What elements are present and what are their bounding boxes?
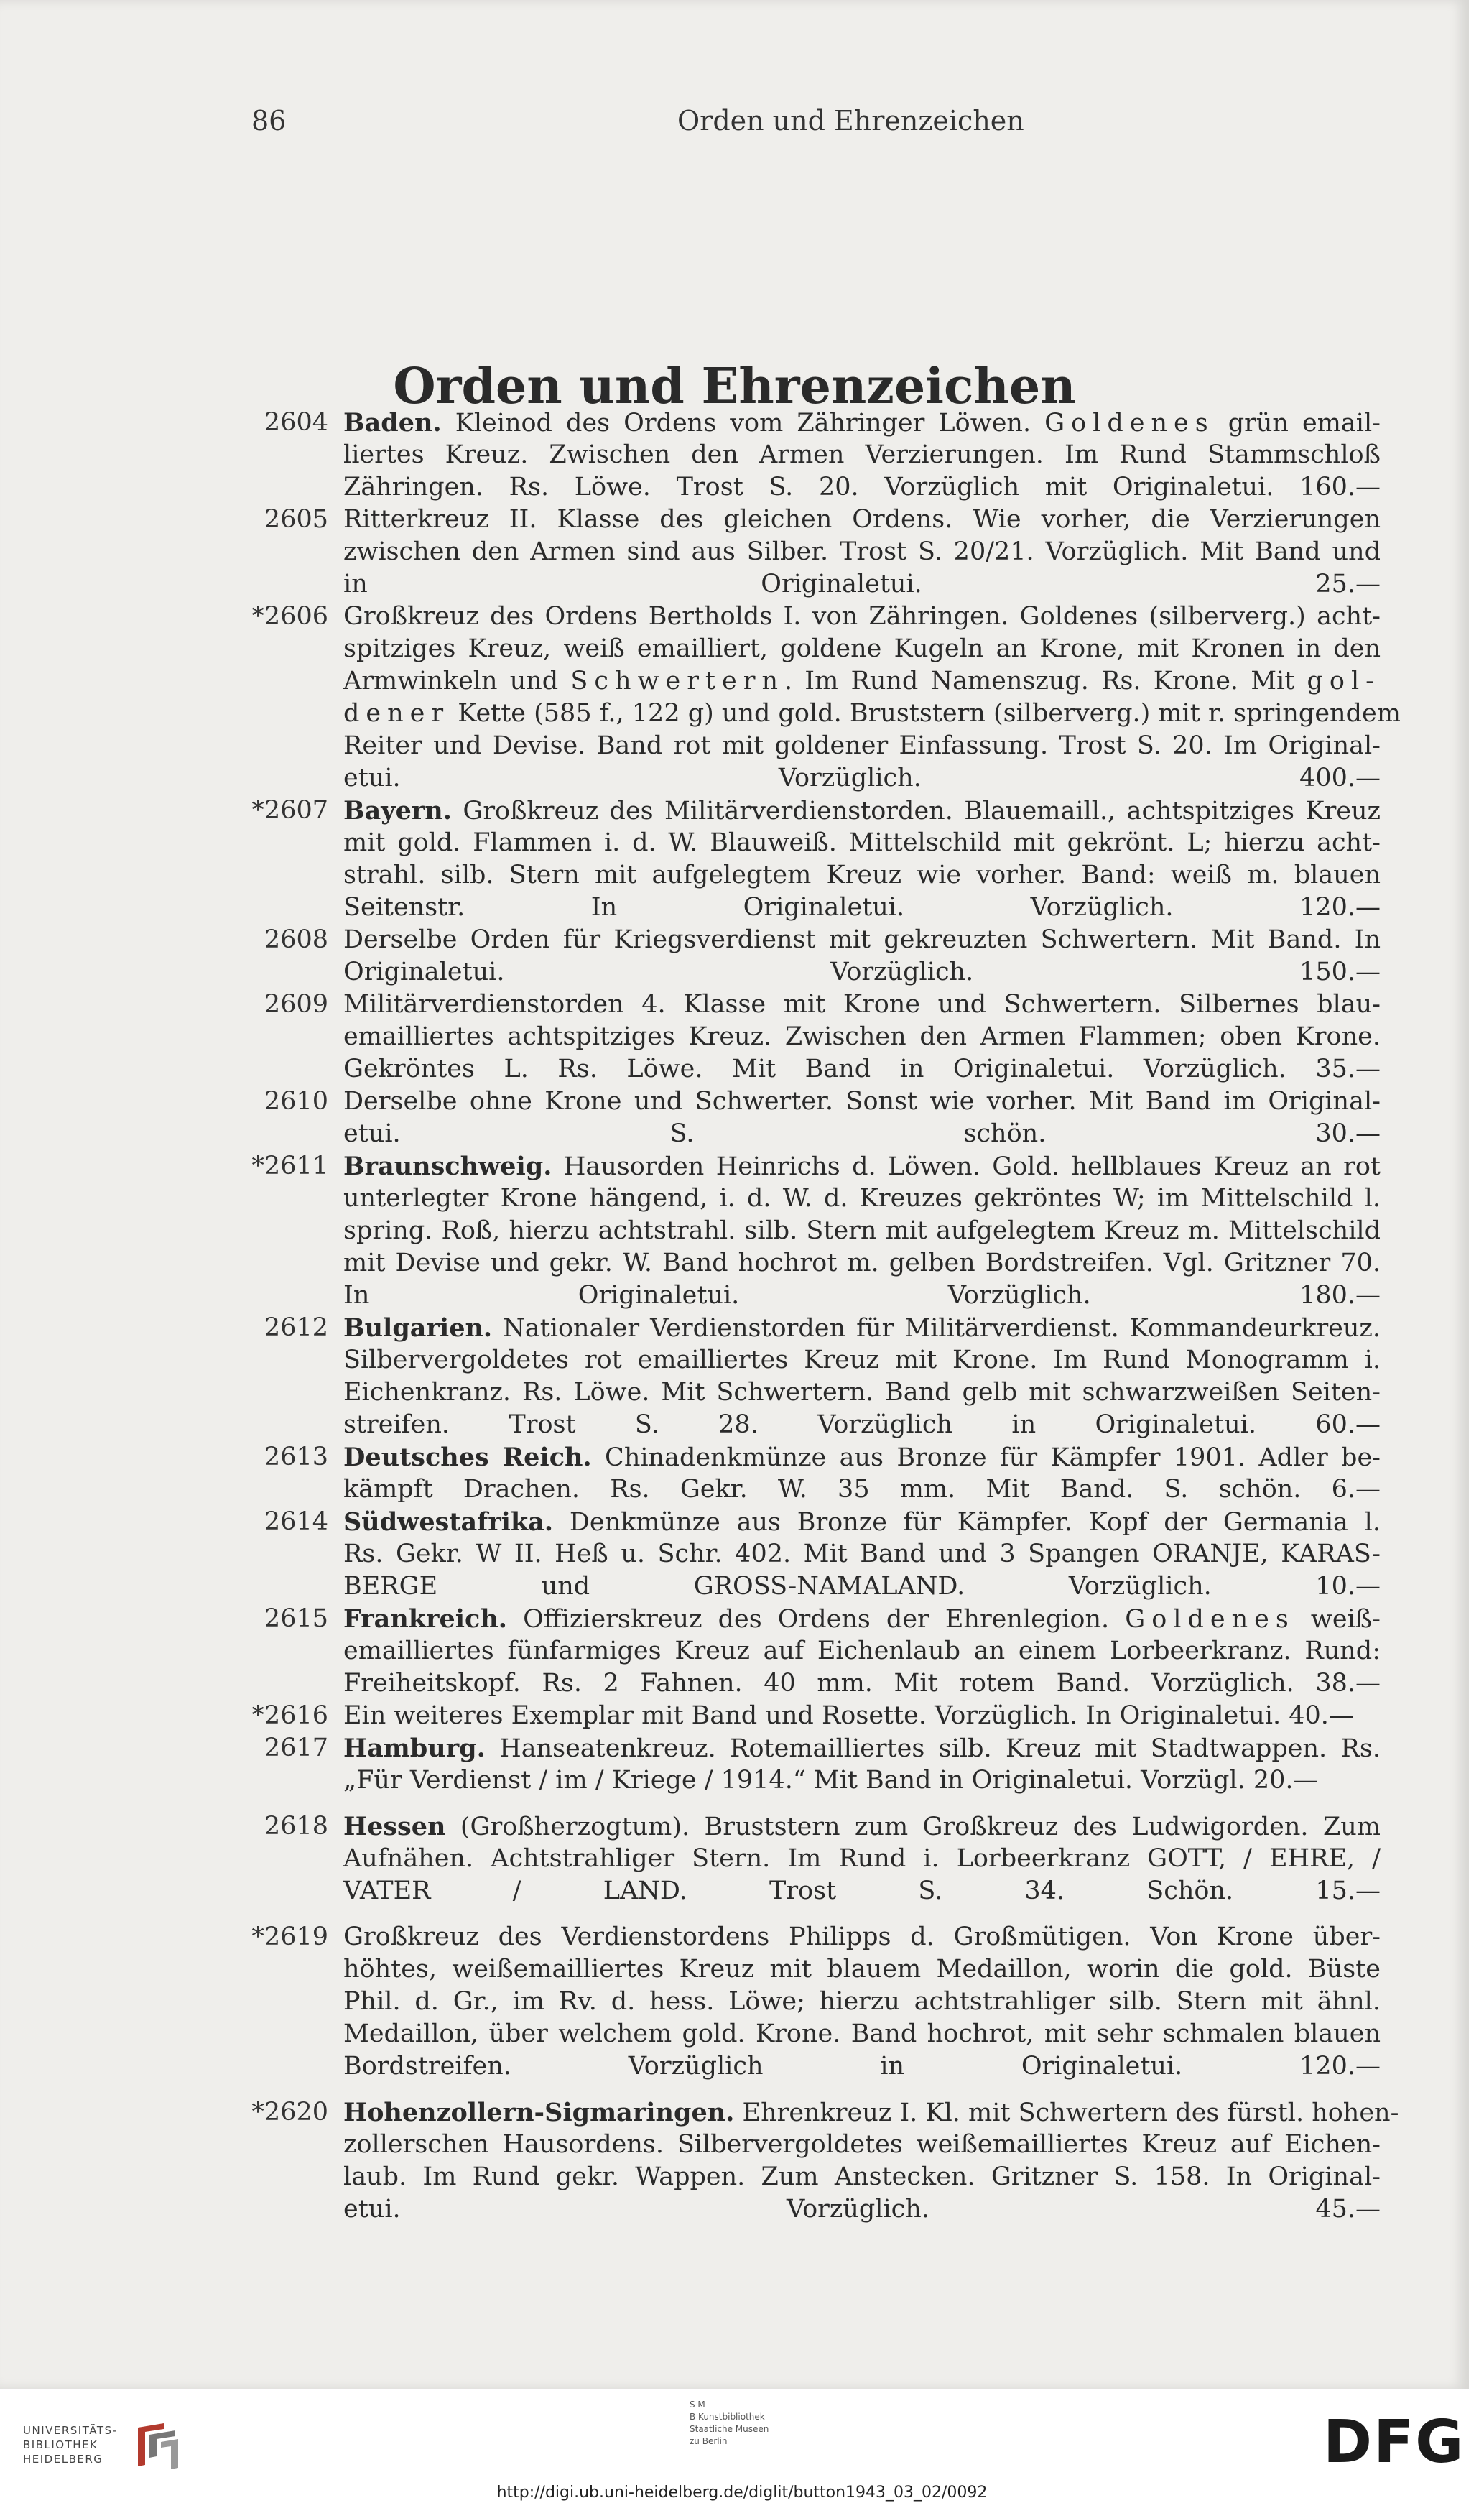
entry-text: Seitenstr. In Originaletui. Vorzüglich. 120.— (343, 893, 1381, 922)
entry-text: Aufnähen. Achtstrahliger Stern. Im Rund i. Lorbeerkranz GOTT, / EHRE, / (343, 1844, 1381, 1873)
entry-line (343, 1953, 1381, 1986)
entry-line (343, 601, 1381, 633)
entry-line (343, 762, 1381, 795)
entry-text: Großkreuz des Ordens Bertholds I. von Zähringen. Goldenes (silberverg.) acht- (343, 602, 1381, 631)
entry-text: Derselbe Orden für Kriegsverdienst mit gekreuzten Schwertern. Mit Band. In (343, 925, 1381, 954)
kunstbibliothek-line: zu Berlin (690, 2436, 728, 2446)
entry-text: etui. Vorzüglich. 45.— (343, 2195, 1381, 2224)
entry-text: Großkreuz des Verdienstordens Philipps d. Großmütigen. Von Krone über- (343, 1923, 1381, 1951)
entry-line (343, 1280, 1381, 1312)
university-line: HEIDELBERG (23, 2453, 103, 2466)
kunstbibliothek-line: Staatliche Museen (690, 2424, 769, 2434)
entry-line (343, 1921, 1381, 1953)
catalogue-entry (0, 1312, 1469, 1441)
entry-line (343, 956, 1381, 989)
lot-number: 2613 (264, 1443, 328, 1471)
entry-text: In Originaletui. Vorzüglich. 180.— (343, 1281, 1381, 1310)
entry-text: strahl. silb. Stern mit aufgelegtem Kreuz wie vorher. Band: weiß m. blauen (343, 861, 1381, 889)
entry-line (343, 1810, 1381, 1843)
entry-heading: Braunschweig. (343, 1152, 552, 1181)
catalogue-entry (0, 1506, 1469, 1603)
entry-text: Reiter und Devise. Band rot mit goldener Einfassung. Trost S. 20. Im Original- (343, 731, 1381, 760)
entry-text: etui. S. schön. 30.— (343, 1119, 1381, 1148)
entry-line (343, 1086, 1381, 1118)
entry-line (343, 1053, 1381, 1086)
lot-number: 2617 (264, 1734, 328, 1762)
catalogue-entry (0, 1086, 1469, 1150)
lot-number: *2620 (251, 2098, 328, 2127)
entry-text: unterlegter Krone hängend, i. d. W. d. Kreuzes gekröntes W; im Mittelschild l. (343, 1184, 1381, 1213)
entry-line (343, 504, 1381, 536)
entry-text: Eichenkranz. Rs. Löwe. Mit Schwertern. Band gelb mit schwarzweißen Seiten- (343, 1378, 1381, 1407)
entry-text: Kleinod des Ordens vom Zähringer Löwen. (441, 409, 1045, 438)
catalogue-entry (0, 1810, 1469, 1907)
entry-text: mit gold. Flammen i. d. W. Blauweiß. Mittelschild mit gekrönt. L; hierzu acht- (343, 828, 1381, 857)
entry-text: liertes Kreuz. Zwischen den Armen Verzierungen. Im Rund Stammschloß (343, 440, 1381, 469)
entry-text: VATER / LAND. Trost S. 34. Schön. 15.— (343, 1877, 1381, 1905)
entry-text: . Im Rund Namenszug. Rs. Krone. Mit (784, 667, 1307, 695)
lot-number: 2604 (264, 408, 328, 437)
entry-text: Großkreuz des Militärverdienstorden. Blauemaill., achtspitziges Kreuz (451, 797, 1381, 825)
entry-line (343, 795, 1381, 827)
source-url[interactable]: http://digi.ub.uni-heidelberg.de/diglit/button1943_03_02/0092 (496, 2484, 988, 2502)
entry-text: emailliertes achtspitziges Kreuz. Zwischen den Armen Flammen; oben Krone. (343, 1022, 1381, 1051)
entry-text: Freiheitskopf. Rs. 2 Fahnen. 40 mm. Mit rotem Band. Vorzüglich. 38.— (343, 1669, 1381, 1698)
page-number: 86 (251, 105, 287, 137)
entry-text: Originaletui. Vorzüglich. 150.— (343, 958, 1381, 986)
entry-text: Militärverdienstorden 4. Klasse mit Krone und Schwertern. Silbernes blau- (343, 990, 1381, 1019)
entry-line (343, 1118, 1381, 1150)
entry-heading: Hessen (343, 1812, 446, 1841)
kunstbibliothek-logo (690, 2399, 769, 2448)
kunstbibliothek-mark: S M (690, 2400, 705, 2410)
lot-number: 2615 (264, 1604, 328, 1633)
entry-line (343, 2096, 1399, 2129)
entry-text: laub. Im Rund gekr. Wappen. Zum Anstecken. Gritzner S. 158. In Original- (343, 2162, 1381, 2191)
entry-line (343, 1603, 1381, 1635)
catalogue-entry (0, 1441, 1469, 1506)
entry-text: emailliertes fünfarmiges Kreuz auf Eichenlaub an einem Lorbeerkranz. Rund: (343, 1637, 1381, 1665)
entry-line (343, 439, 1381, 471)
entry-line (343, 1732, 1381, 1764)
entry-line (343, 1215, 1381, 1247)
entry-line (343, 1667, 1381, 1700)
entry-heading: Frankreich. (343, 1604, 507, 1634)
lot-number: 2610 (264, 1087, 328, 1116)
catalogue-entry (0, 1732, 1469, 1797)
entry-line (343, 1700, 1381, 1732)
entry-line (343, 1021, 1381, 1053)
entry-line (343, 1538, 1381, 1570)
entry-line (343, 665, 1381, 698)
entry-text: Medaillon, über welchem gold. Krone. Band hochrot, mit sehr schmalen blauen (343, 2019, 1381, 2048)
dfg-logo: DFG (1323, 2408, 1465, 2476)
entry-line (343, 924, 1381, 956)
entry-line (343, 633, 1381, 665)
entry-line (343, 1247, 1381, 1280)
lot-number: 2614 (264, 1507, 328, 1536)
entry-line (343, 536, 1381, 568)
entry-text: BERGE und GROSS-NAMALAND. Vorzüglich. 10.— (343, 1572, 1381, 1601)
entry-line (343, 2018, 1381, 2050)
entry-text: grün email- (1214, 409, 1381, 438)
entry-line (343, 2161, 1381, 2193)
entry-line (343, 407, 1381, 439)
catalogue-entry (0, 924, 1469, 989)
university-line: UNIVERSITÄTS- (23, 2424, 118, 2437)
entry-text: Silbervergoldetes rot emailliertes Kreuz mit Krone. Im Rund Monogramm i. (343, 1346, 1381, 1374)
entry-line (343, 1183, 1381, 1215)
entry-text: spitziges Kreuz, weiß emailliert, goldene Kugeln an Krone, mit Kronen in den (343, 634, 1381, 663)
entry-text: Derselbe ohne Krone und Schwerter. Sonst wie vorher. Mit Band im Original- (343, 1087, 1381, 1116)
lot-number: 2609 (264, 990, 328, 1019)
entry-text: spring. Roß, hierzu achtstrahl. silb. Stern mit aufgelegtem Kreuz m. Mittelschild (343, 1216, 1381, 1245)
section-title: Orden und Ehrenzeichen (393, 357, 1076, 415)
lot-number: 2608 (264, 925, 328, 954)
catalogue-entry (0, 504, 1469, 601)
catalogue-entry (0, 601, 1469, 795)
spaced-emphasis: Goldenes (1044, 409, 1215, 438)
entry-text: Hanseatenkreuz. Rotemailliertes silb. Kreuz mit Stadtwappen. Rs. (485, 1734, 1381, 1763)
entry-text: Ein weiteres Exemplar mit Band und Rosette. Vorzüglich. In Originaletui. 40.— (343, 1701, 1354, 1730)
entry-line (343, 1635, 1381, 1667)
running-title: Orden und Ehrenzeichen (677, 105, 1024, 137)
entry-text: Armwinkeln und (343, 667, 571, 695)
entry-text: weiß- (1294, 1605, 1381, 1634)
university-line: BIBLIOTHEK (23, 2438, 98, 2451)
entry-line (343, 1506, 1381, 1538)
entry-line (343, 827, 1381, 859)
entry-heading: Deutsches Reich. (343, 1443, 592, 1472)
entry-heading: Baden. (343, 408, 442, 438)
entry-text: Rs. Gekr. W II. Heß u. Schr. 402. Mit Band und 3 Spangen ORANJE, KARAS- (343, 1540, 1381, 1568)
entry-heading: Hohenzollern-Sigmaringen. (343, 2098, 735, 2127)
entry-line (343, 1312, 1381, 1344)
entry-line (343, 1875, 1381, 1907)
entry-line (343, 2050, 1381, 2083)
entry-heading: Bayern. (343, 796, 452, 825)
entry-heading: Südwestafrika. (343, 1507, 554, 1537)
entry-text: Bordstreifen. Vorzüglich in Originaletui. 120.— (343, 2052, 1381, 2081)
entry-line (343, 1570, 1381, 1603)
kunstbibliothek-line: B Kunstbibliothek (690, 2412, 765, 2422)
entry-line (343, 1377, 1381, 1409)
entry-text: Nationaler Verdienstorden für Militärverdienst. Kommandeurkreuz. (492, 1314, 1381, 1343)
catalogue-entry (0, 795, 1469, 924)
entry-text: Kette (585 f., 122 g) und gold. Bruststern (silberverg.) mit r. springendem (450, 699, 1401, 728)
spaced-emphasis: dener (343, 699, 450, 728)
entry-text: Zähringen. Rs. Löwe. Trost S. 20. Vorzüglich mit Originaletui. 160.— (343, 473, 1381, 501)
catalogue-entry (0, 989, 1469, 1086)
lot-number: *2611 (251, 1152, 328, 1180)
catalogue-entry (0, 1150, 1469, 1312)
spaced-emphasis: gol- (1307, 667, 1381, 695)
entry-line (343, 1473, 1381, 1506)
entry-line (343, 2129, 1381, 2161)
entry-line (343, 471, 1381, 504)
entry-text: Chinadenkmünze aus Bronze für Kämpfer 1901. Adler be- (591, 1443, 1381, 1472)
catalogue-entry (0, 1700, 1469, 1732)
entry-text: zollerschen Hausordens. Silbervergoldetes weißemailliertes Kreuz auf Eichen- (343, 2130, 1381, 2159)
entry-line (343, 698, 1401, 730)
entry-line (343, 892, 1381, 924)
catalogue-entry (0, 1921, 1469, 2083)
entry-heading: Bulgarien. (343, 1313, 493, 1343)
lot-number: *2606 (251, 602, 328, 631)
lot-number: *2619 (251, 1923, 328, 1951)
entry-text: Denkmünze aus Bronze für Kämpfer. Kopf der Germania l. (553, 1508, 1381, 1537)
lot-number: *2607 (251, 796, 328, 825)
lot-number: *2616 (251, 1701, 328, 1730)
footer-bar (0, 2389, 1484, 2503)
catalogue-entry (0, 1603, 1469, 1700)
catalogue-entries (0, 407, 1469, 2226)
entry-text: Offizierskreuz des Ordens der Ehrenlegion. (507, 1605, 1126, 1634)
entry-line (343, 730, 1381, 762)
spaced-emphasis: Goldenes (1125, 1605, 1295, 1634)
entry-line (343, 859, 1381, 892)
entry-text: streifen. Trost S. 28. Vorzüglich in Originaletui. 60.— (343, 1410, 1381, 1439)
entry-text: Phil. d. Gr., im Rv. d. hess. Löwe; hierzu achtstrahliger silb. Stern mit ähnl. (343, 1987, 1381, 2016)
entry-text: „Für Verdienst / im / Kriege / 1914.“ Mit Band in Originaletui. Vorzügl. 20.— (343, 1766, 1319, 1795)
entry-text: etui. Vorzüglich. 400.— (343, 764, 1381, 792)
entry-line (343, 1150, 1381, 1183)
entry-line (343, 568, 1381, 601)
entry-text: in Originaletui. 25.— (343, 570, 1381, 598)
entry-text: zwischen den Armen sind aus Silber. Trost S. 20/21. Vorzüglich. Mit Band und (343, 537, 1381, 566)
catalogue-entry (0, 407, 1469, 504)
entry-heading: Hamburg. (343, 1734, 486, 1763)
entry-text: Ehrenkreuz I. Kl. mit Schwertern des fürstl. hohen- (734, 2099, 1399, 2127)
university-library-label (23, 2423, 117, 2466)
catalogue-entry (0, 2096, 1469, 2226)
entry-line (343, 1344, 1381, 1377)
entry-line (343, 1441, 1381, 1473)
entry-line (343, 1409, 1381, 1441)
entry-text: Ritterkreuz II. Klasse des gleichen Ordens. Wie vorher, die Verzierungen (343, 505, 1381, 534)
entry-line (343, 1986, 1381, 2018)
entry-text: mit Devise und gekr. W. Band hochrot m. gelben Bordstreifen. Vgl. Gritzner 70. (343, 1249, 1381, 1277)
entry-text: Gekröntes L. Rs. Löwe. Mit Band in Originaletui. Vorzüglich. 35.— (343, 1055, 1381, 1083)
entry-line (343, 1764, 1381, 1797)
lot-number: 2618 (264, 1812, 328, 1841)
entry-text: Hausorden Heinrichs d. Löwen. Gold. hellblaues Kreuz an rot (552, 1152, 1381, 1181)
entry-line (343, 989, 1381, 1021)
entry-text: (Großherzogtum). Bruststern zum Großkreuz des Ludwigorden. Zum (445, 1813, 1381, 1841)
entry-line (343, 2193, 1381, 2226)
spaced-emphasis: Schwertern (570, 667, 784, 695)
lot-number: 2605 (264, 505, 328, 534)
entry-line (343, 1843, 1381, 1875)
entry-text: höhtes, weißemailliertes Kreuz mit blauem Medaillon, worin die gold. Büste (343, 1955, 1381, 1984)
university-logo-icon (135, 2420, 181, 2472)
entry-text: kämpft Drachen. Rs. Gekr. W. 35 mm. Mit Band. S. schön. 6.— (343, 1475, 1381, 1504)
lot-number: 2612 (264, 1313, 328, 1342)
